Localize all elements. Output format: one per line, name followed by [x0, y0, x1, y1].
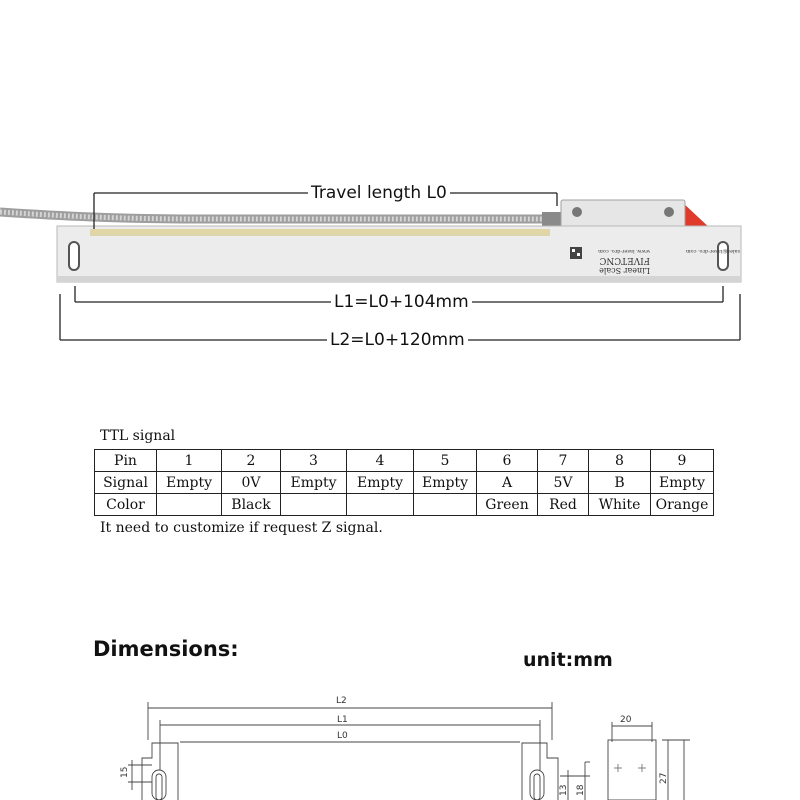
table-cell: 9: [651, 450, 714, 472]
table-cell: White: [589, 494, 651, 516]
table-cell: [281, 494, 347, 516]
table-cell: 8: [589, 450, 651, 472]
row-header: Color: [95, 494, 157, 516]
table-cell: 4: [347, 450, 414, 472]
table-cell: Red: [538, 494, 589, 516]
table-cell: B: [589, 472, 651, 494]
table-cell: 3: [281, 450, 347, 472]
table-cell: [347, 494, 414, 516]
l2-drawing-label: L2: [336, 696, 347, 706]
dimension-drawing: [0, 680, 800, 800]
signal-row: [95, 472, 714, 494]
dimensions-heading: Dimensions:: [93, 637, 239, 661]
color-row: [95, 494, 714, 516]
table-cell: A: [477, 472, 538, 494]
table-cell: 1: [157, 450, 222, 472]
table-cell: 5V: [538, 472, 589, 494]
row-header: Pin: [95, 450, 157, 472]
pin-table: [94, 449, 714, 516]
table-cell: Empty: [281, 472, 347, 494]
product-text: Linear Scale: [599, 266, 650, 275]
table-cell: Empty: [651, 472, 714, 494]
mounting-slot-left: [69, 242, 79, 270]
l1-drawing-label: L1: [337, 715, 348, 725]
qr-code: [570, 247, 582, 259]
row-header: Signal: [95, 472, 157, 494]
table-cell: [414, 494, 477, 516]
d20-label: 20: [620, 715, 632, 725]
d13-label: 13: [559, 784, 569, 796]
d18-label: 18: [576, 784, 586, 796]
mounting-slot-right: [718, 242, 728, 270]
table-cell: Orange: [651, 494, 714, 516]
d15-label: 15: [120, 766, 130, 778]
table-cell: Black: [222, 494, 281, 516]
email-text: sales@laser-dro. com: [685, 248, 740, 254]
travel-length-label: Travel length L0: [308, 183, 450, 203]
table-cell: 2: [222, 450, 281, 472]
table-cell: 6: [477, 450, 538, 472]
unit-label: unit:mm: [523, 649, 613, 671]
ttl-signal-title: TTL signal: [100, 428, 176, 444]
table-cell: 5: [414, 450, 477, 472]
pin-row: [95, 450, 714, 472]
table-cell: Green: [477, 494, 538, 516]
table-cell: [157, 494, 222, 516]
table-cell: Empty: [157, 472, 222, 494]
brand-text: FIVETCNC: [599, 255, 650, 265]
table-cell: 0V: [222, 472, 281, 494]
d27-label: 27: [659, 772, 669, 784]
l0-drawing-label: L0: [337, 731, 348, 741]
z-signal-note: It need to customize if request Z signal.: [100, 520, 383, 536]
l2-dimension-label: L2=L0+120mm: [327, 330, 468, 350]
table-cell: Empty: [347, 472, 414, 494]
table-cell: Empty: [414, 472, 477, 494]
site-text: www. laser-dro. com: [598, 248, 650, 254]
table-cell: 7: [538, 450, 589, 472]
l1-dimension-label: L1=L0+104mm: [331, 292, 472, 312]
